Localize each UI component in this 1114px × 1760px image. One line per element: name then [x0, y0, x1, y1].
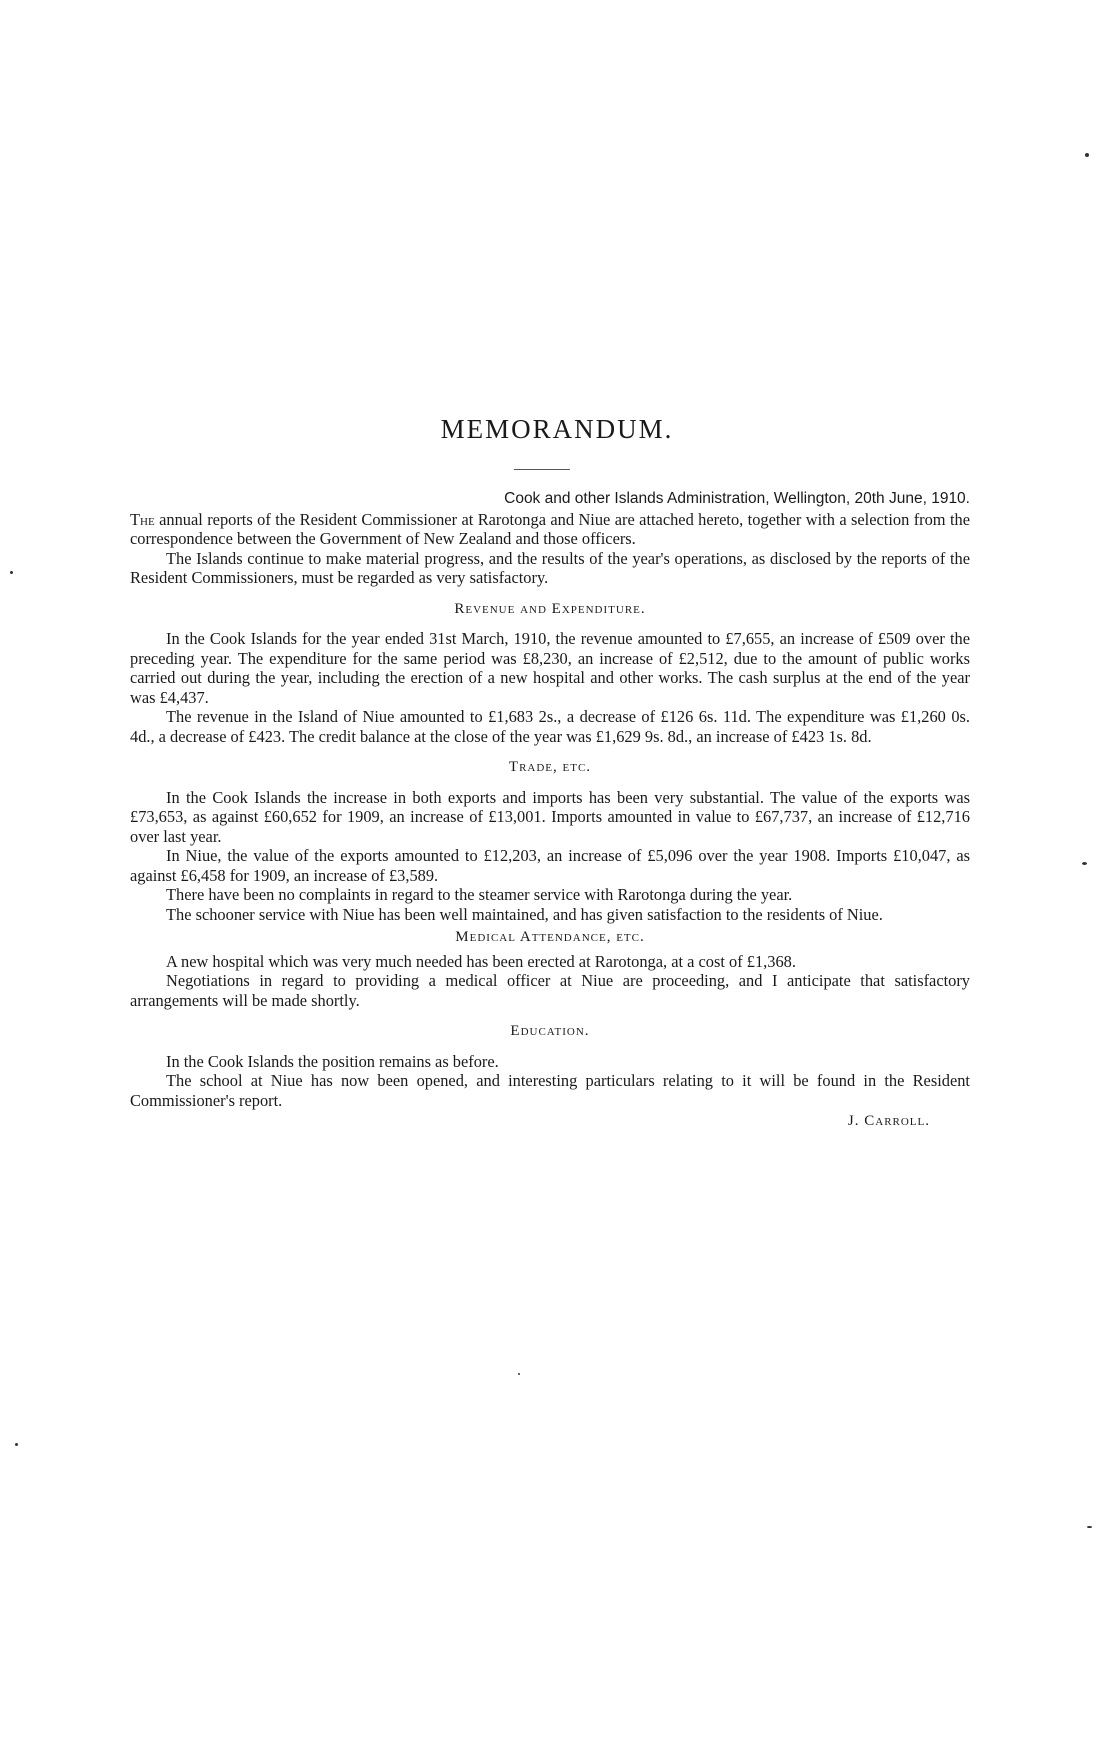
education-paragraph-2: The school at Niue has now been opened, and interesting particulars relating to it will be found in the Resident Commissioner's report.	[130, 1071, 970, 1110]
scan-speck	[15, 1443, 18, 1446]
scan-speck	[1082, 862, 1087, 865]
page-title: MEMORANDUM.	[440, 414, 674, 444]
trade-paragraph-4: The schooner service with Niue has been well maintained, and has given satisfaction to the residents of Niue.	[166, 904, 883, 924]
dateline: Cook and other Islands Administration, Wellington, 20th June, 1910.	[504, 490, 970, 507]
section-heading-revenue: Revenue and Expenditure.	[454, 600, 646, 617]
revenue-paragraph-2: The revenue in the Island of Niue amounted to £1,683 2s., a decrease of £126 6s. 11d. The expenditure was £1,260 0s. 4d., a decrease of £423. The credit balance at the close of the year was £1,629 9s. 8d., an increase of £423 1s. 8d.	[130, 707, 970, 746]
section-heading-trade: Trade, etc.	[508, 759, 592, 775]
trade-paragraph-2: In Niue, the value of the exports amounted to £12,203, an increase of £5,096 over the year 1908. Imports £10,047, as against £6,458 for 1909, an increase of £3,589.	[130, 846, 970, 885]
intro-paragraph-1-text: annual reports of the Resident Commissioner at Rarotonga and Niue are attached hereto, together with a selection from the correspondence between the Government of New Zealand and those officers.	[130, 509, 970, 548]
intro-lead-word: The	[130, 509, 155, 529]
section-heading-education: Education.	[510, 1023, 590, 1039]
scan-speck	[518, 1373, 520, 1375]
signature: J. Carroll.	[847, 1113, 930, 1129]
scan-speck	[1087, 1526, 1092, 1528]
intro-paragraph-1	[130, 510, 970, 549]
intro-paragraph-2: The Islands continue to make material progress, and the results of the year's operations, as disclosed by the reports of the Resident Commissioners, must be regarded as very satisfactory.	[130, 548, 970, 587]
scan-speck	[1085, 153, 1089, 157]
medical-paragraph-2: Negotiations in regard to providing a medical officer at Niue are proceeding, and I anticipate that satisfactory arrangements will be made shortly.	[130, 971, 970, 1010]
section-heading-medical: Medical Attendance, etc.	[455, 929, 645, 945]
trade-paragraph-1: In the Cook Islands the increase in both exports and imports has been very substantial. The value of the exports was £73,653, as against £60,652 for 1909, an increase of £13,001. Imports amounted in value to £67,737, an increase of £12,716 over last year.	[130, 787, 970, 846]
memorandum-body	[130, 489, 970, 1132]
medical-paragraph-1: A new hospital which was very much needed has been erected at Rarotonga, at a cost of £1,368.	[166, 951, 796, 971]
education-paragraph-1: In the Cook Islands the position remains as before.	[166, 1051, 499, 1071]
scan-speck	[10, 571, 13, 574]
trade-paragraph-3: There have been no complaints in regard to the steamer service with Rarotonga during the year.	[166, 885, 793, 904]
title-divider	[514, 469, 570, 470]
revenue-paragraph-1: In the Cook Islands for the year ended 31st March, 1910, the revenue amounted to £7,655, an increase of £509 over the preceding year. The expenditure for the same period was £8,230, an increase of £2,512, due to the amount of public works carried out during the year, including the erection of a new hospital and other works. The cash surplus at the end of the year was £4,437.	[130, 629, 970, 707]
